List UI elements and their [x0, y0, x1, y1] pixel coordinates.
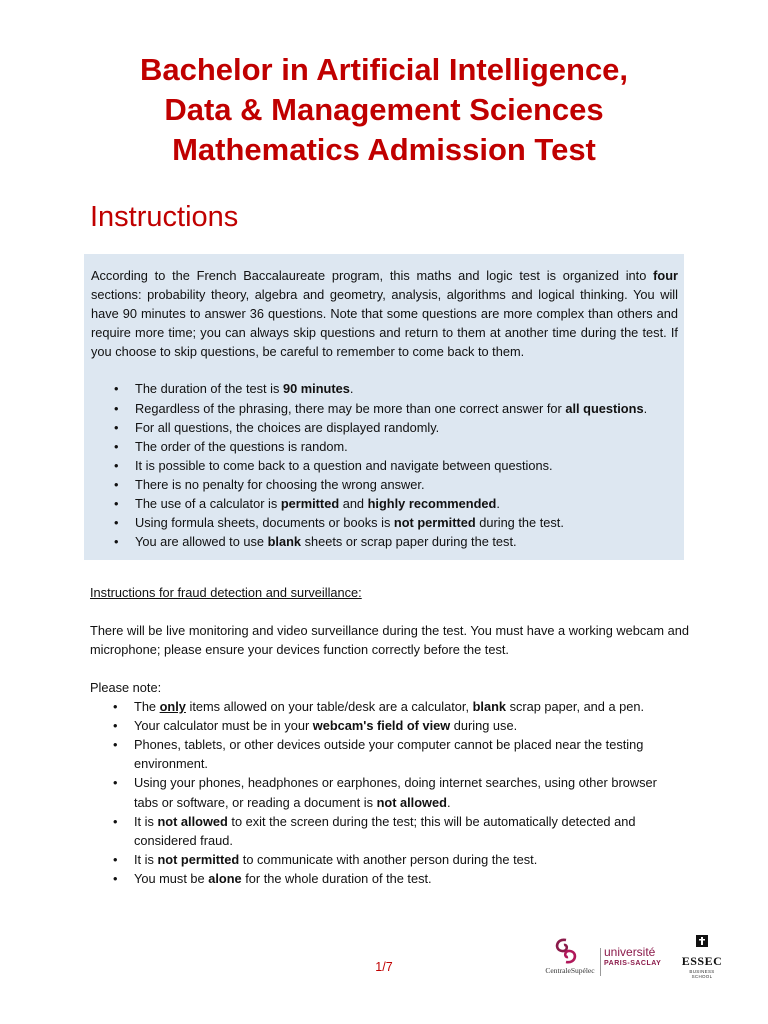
- instructions-heading: Instructions: [90, 201, 239, 233]
- list-item: • Using your phones, headphones or earphones, doing internet searches, using other browser tabs or software, or reading a document is not allowed.: [90, 773, 690, 811]
- partner-logos: [530, 932, 730, 982]
- document-title: [0, 50, 768, 170]
- rules-list: [91, 379, 678, 551]
- fraud-paragraph: There will be live monitoring and video surveillance during the test. You must have a working webcam and microphone; please ensure your devices function correctly before the test.: [90, 623, 689, 658]
- fraud-heading: Instructions for fraud detection and surveillance:: [90, 585, 362, 600]
- list-item: • You must be alone for the whole duration of the test.: [90, 869, 690, 888]
- list-item: • It is not permitted to communicate with another person during the test.: [90, 850, 690, 869]
- list-item: • The duration of the test is 90 minutes.: [91, 379, 678, 398]
- instructions-box: [84, 254, 684, 560]
- essec-crest-icon: [695, 934, 709, 948]
- centralesupelec-mark-icon: [534, 936, 598, 966]
- list-item: • It is not allowed to exit the screen during the test; this will be automatically detected and considered fraud.: [90, 812, 690, 850]
- page-number: 1/7: [375, 960, 393, 974]
- list-item: • Regardless of the phrasing, there may be more than one correct answer for all questions.: [91, 399, 678, 418]
- list-item: • The order of the questions is random.: [91, 437, 678, 456]
- list-item: • It is possible to come back to a question and navigate between questions.: [91, 456, 678, 475]
- intro-paragraph: According to the French Baccalaureate program, this maths and logic test is organized into four sections: probability theory, algebra and geometry, analysis, algorithms and logical thinking. You will have 90 minutes to answer 36 questions. Note that some questions are more complex than others and require more time; you can always skip questions and return to them at another time during the test. If you choose to skip questions, be careful to remember to come back to them.: [91, 268, 678, 360]
- essec-logo: ESSEC BUSINESS SCHOOL: [680, 934, 724, 980]
- logo-divider: [600, 948, 601, 976]
- list-item: • For all questions, the choices are displayed randomly.: [91, 418, 678, 437]
- please-note-label: Please note:: [90, 680, 162, 695]
- list-item: • Using formula sheets, documents or books is not permitted during the test.: [91, 513, 678, 532]
- list-item: • You are allowed to use blank sheets or scrap paper during the test.: [91, 532, 678, 551]
- universite-paris-saclay-logo: université PARIS-SACLAY: [604, 945, 662, 967]
- list-item: • Your calculator must be in your webcam's field of view during use.: [90, 716, 690, 735]
- fraud-list: [90, 697, 690, 888]
- fraud-notes: [90, 678, 690, 888]
- list-item: • Phones, tablets, or other devices outside your computer cannot be placed near the testing environment.: [90, 735, 690, 773]
- list-item: • The use of a calculator is permitted and highly recommended.: [91, 494, 678, 513]
- title-line-3: Mathematics Admission Test: [172, 132, 596, 167]
- list-item: • There is no penalty for choosing the wrong answer.: [91, 475, 678, 494]
- title-line-1: Bachelor in Artificial Intelligence,: [139, 52, 629, 87]
- list-item: • The only items allowed on your table/desk are a calculator, blank scrap paper, and a pen.: [90, 697, 690, 716]
- title-line-2: Data & Management Sciences: [164, 92, 604, 127]
- centralesupelec-logo-text: CentraleSupélec: [545, 966, 595, 975]
- centralesupelec-logo: [534, 936, 598, 976]
